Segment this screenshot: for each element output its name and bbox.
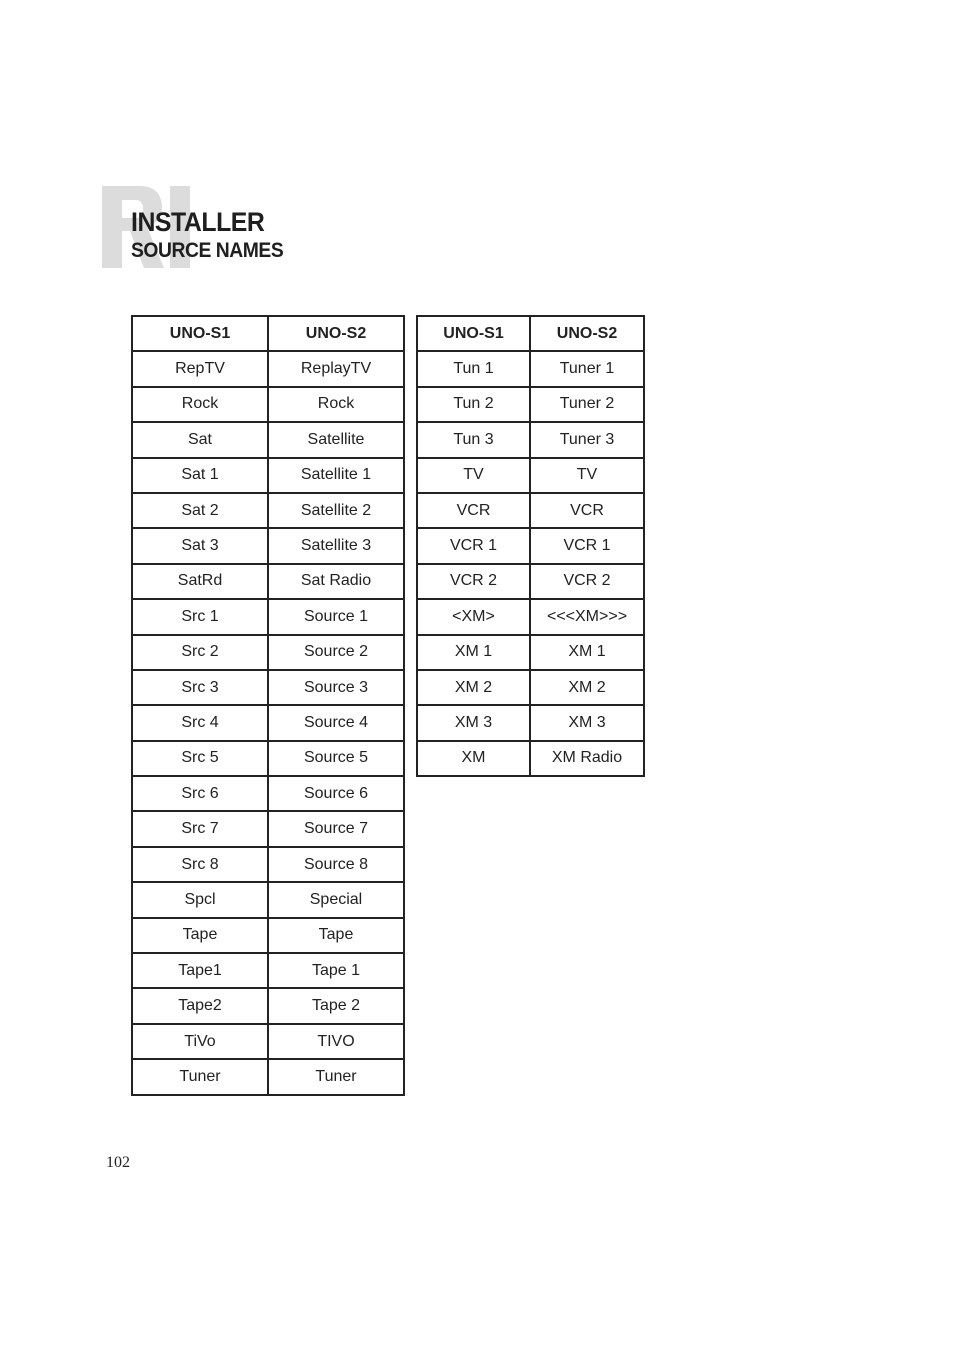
table-row bbox=[417, 599, 644, 634]
cell-uno-s1: Tun 3 bbox=[417, 422, 530, 457]
cell-uno-s2: XM 1 bbox=[530, 635, 644, 670]
table-row bbox=[417, 741, 644, 776]
cell-uno-s2: Source 1 bbox=[268, 599, 404, 634]
table-row bbox=[132, 1059, 404, 1094]
table-row bbox=[417, 493, 644, 528]
cell-uno-s2: Satellite bbox=[268, 422, 404, 457]
cell-uno-s2: Tape 1 bbox=[268, 953, 404, 988]
page-number: 102 bbox=[106, 1154, 130, 1171]
page-title: INSTALLER bbox=[131, 207, 265, 237]
cell-uno-s2: Sat Radio bbox=[268, 564, 404, 599]
column-header-uno-s1: UNO-S1 bbox=[417, 316, 530, 351]
cell-uno-s1: Sat bbox=[132, 422, 268, 457]
cell-uno-s1: VCR bbox=[417, 493, 530, 528]
table-row bbox=[417, 351, 644, 386]
cell-uno-s2: Tuner bbox=[268, 1059, 404, 1094]
table-row bbox=[132, 1024, 404, 1059]
cell-uno-s2: Tuner 2 bbox=[530, 387, 644, 422]
cell-uno-s2: VCR bbox=[530, 493, 644, 528]
column-header-uno-s2: UNO-S2 bbox=[268, 316, 404, 351]
table-row bbox=[132, 599, 404, 634]
cell-uno-s2: Source 8 bbox=[268, 847, 404, 882]
cell-uno-s1: Sat 2 bbox=[132, 493, 268, 528]
cell-uno-s1: Tape2 bbox=[132, 988, 268, 1023]
cell-uno-s2: <<<XM>>> bbox=[530, 599, 644, 634]
cell-uno-s2: Tape bbox=[268, 918, 404, 953]
table-row bbox=[132, 953, 404, 988]
table-row bbox=[132, 988, 404, 1023]
table-row bbox=[417, 458, 644, 493]
cell-uno-s1: VCR 2 bbox=[417, 564, 530, 599]
column-header-uno-s2: UNO-S2 bbox=[530, 316, 644, 351]
table-row bbox=[132, 705, 404, 740]
cell-uno-s2: Source 3 bbox=[268, 670, 404, 705]
cell-uno-s1: Src 1 bbox=[132, 599, 268, 634]
cell-uno-s2: Source 6 bbox=[268, 776, 404, 811]
cell-uno-s2: XM Radio bbox=[530, 741, 644, 776]
cell-uno-s1: Src 6 bbox=[132, 776, 268, 811]
cell-uno-s2: XM 3 bbox=[530, 705, 644, 740]
table-row bbox=[417, 670, 644, 705]
page-heading bbox=[131, 206, 297, 264]
table-row bbox=[132, 811, 404, 846]
cell-uno-s1: TiVo bbox=[132, 1024, 268, 1059]
cell-uno-s2: Source 7 bbox=[268, 811, 404, 846]
cell-uno-s1: Sat 1 bbox=[132, 458, 268, 493]
table-row bbox=[417, 528, 644, 563]
table-row bbox=[132, 387, 404, 422]
cell-uno-s1: Spcl bbox=[132, 882, 268, 917]
cell-uno-s1: Sat 3 bbox=[132, 528, 268, 563]
cell-uno-s2: XM 2 bbox=[530, 670, 644, 705]
table-row bbox=[132, 422, 404, 457]
cell-uno-s1: Rock bbox=[132, 387, 268, 422]
table-header-row bbox=[417, 316, 644, 351]
table-row bbox=[132, 493, 404, 528]
cell-uno-s1: XM 1 bbox=[417, 635, 530, 670]
cell-uno-s2: ReplayTV bbox=[268, 351, 404, 386]
cell-uno-s2: VCR 1 bbox=[530, 528, 644, 563]
table-row bbox=[417, 635, 644, 670]
cell-uno-s1: TV bbox=[417, 458, 530, 493]
cell-uno-s1: XM 3 bbox=[417, 705, 530, 740]
table-row bbox=[132, 564, 404, 599]
table-row bbox=[132, 635, 404, 670]
page-subtitle: SOURCE NAMES bbox=[131, 239, 284, 262]
cell-uno-s1: VCR 1 bbox=[417, 528, 530, 563]
table-row bbox=[417, 387, 644, 422]
cell-uno-s2: Special bbox=[268, 882, 404, 917]
column-header-uno-s1: UNO-S1 bbox=[132, 316, 268, 351]
cell-uno-s2: Satellite 1 bbox=[268, 458, 404, 493]
cell-uno-s1: Src 5 bbox=[132, 741, 268, 776]
table-row bbox=[132, 670, 404, 705]
cell-uno-s2: Tuner 3 bbox=[530, 422, 644, 457]
cell-uno-s1: Src 8 bbox=[132, 847, 268, 882]
table-row bbox=[132, 741, 404, 776]
cell-uno-s1: Tape bbox=[132, 918, 268, 953]
cell-uno-s1: Src 7 bbox=[132, 811, 268, 846]
table-header-row bbox=[132, 316, 404, 351]
cell-uno-s1: Tun 1 bbox=[417, 351, 530, 386]
cell-uno-s2: Tuner 1 bbox=[530, 351, 644, 386]
cell-uno-s1: Src 3 bbox=[132, 670, 268, 705]
cell-uno-s1: XM bbox=[417, 741, 530, 776]
cell-uno-s1: RepTV bbox=[132, 351, 268, 386]
cell-uno-s2: Satellite 3 bbox=[268, 528, 404, 563]
cell-uno-s1: Tuner bbox=[132, 1059, 268, 1094]
cell-uno-s1: SatRd bbox=[132, 564, 268, 599]
cell-uno-s1: <XM> bbox=[417, 599, 530, 634]
cell-uno-s1: Src 2 bbox=[132, 635, 268, 670]
cell-uno-s2: TIVO bbox=[268, 1024, 404, 1059]
table-row bbox=[132, 528, 404, 563]
cell-uno-s2: VCR 2 bbox=[530, 564, 644, 599]
cell-uno-s1: Tun 2 bbox=[417, 387, 530, 422]
source-names-table-right bbox=[416, 315, 645, 777]
table-row bbox=[132, 776, 404, 811]
table-row bbox=[132, 918, 404, 953]
table-row bbox=[417, 705, 644, 740]
cell-uno-s2: Source 5 bbox=[268, 741, 404, 776]
cell-uno-s2: Source 4 bbox=[268, 705, 404, 740]
cell-uno-s2: Satellite 2 bbox=[268, 493, 404, 528]
table-row bbox=[132, 882, 404, 917]
cell-uno-s2: Source 2 bbox=[268, 635, 404, 670]
table-row bbox=[417, 564, 644, 599]
table-row bbox=[132, 847, 404, 882]
table-row bbox=[417, 422, 644, 457]
cell-uno-s1: Tape1 bbox=[132, 953, 268, 988]
source-names-table-left bbox=[131, 315, 405, 1096]
cell-uno-s2: Tape 2 bbox=[268, 988, 404, 1023]
cell-uno-s2: Rock bbox=[268, 387, 404, 422]
cell-uno-s1: XM 2 bbox=[417, 670, 530, 705]
cell-uno-s1: Src 4 bbox=[132, 705, 268, 740]
table-row bbox=[132, 351, 404, 386]
cell-uno-s2: TV bbox=[530, 458, 644, 493]
table-row bbox=[132, 458, 404, 493]
